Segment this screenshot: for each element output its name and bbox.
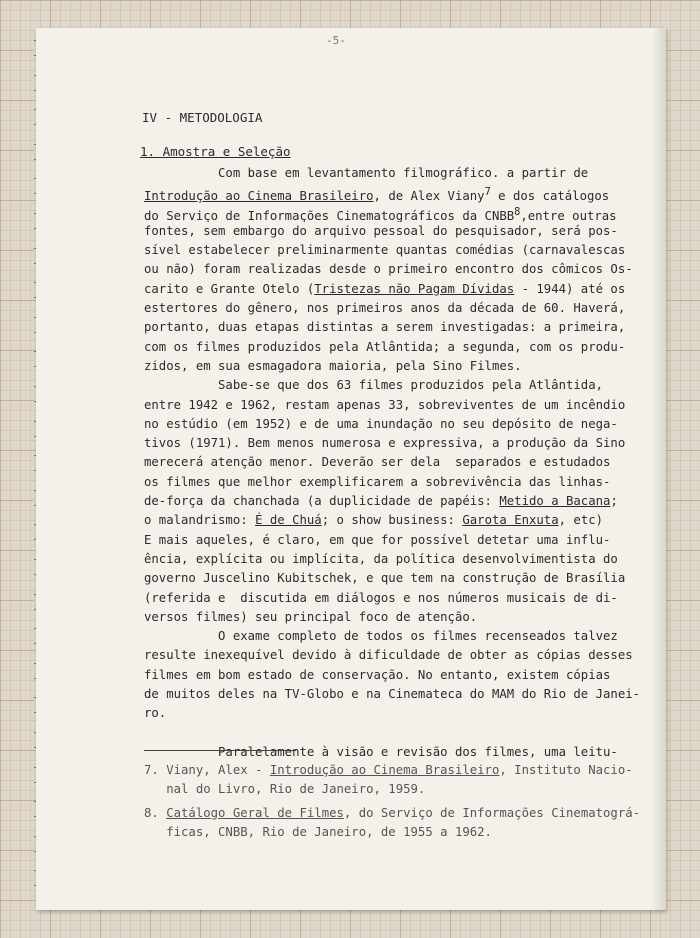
body-text bbox=[144, 164, 664, 762]
text-run: resulte inexequível devido à dificuldade de obter as cópias desses bbox=[144, 648, 633, 663]
typewritten-page bbox=[36, 28, 666, 910]
text-run: entre 1942 e 1962, restam apenas 33, sobreviventes de um incêndio bbox=[144, 397, 626, 412]
text-line bbox=[144, 704, 664, 723]
text-run: O exame completo de todos os filmes recenseados talvez bbox=[144, 629, 618, 644]
text-run: E mais aqueles, é claro, em que for possível detetar uma influ- bbox=[144, 532, 611, 547]
text-run: de muitos deles na TV-Globo e na Cinemateca do MAM do Rio de Janei- bbox=[144, 687, 641, 702]
text-run: (referida e discutida em diálogos e nos números musicais de di- bbox=[144, 590, 618, 605]
text-run: filmes em bom estado de conservação. No entanto, existem cópias bbox=[144, 667, 611, 682]
text-line bbox=[144, 280, 664, 299]
paragraph bbox=[144, 627, 664, 723]
text-line bbox=[144, 222, 664, 241]
text-run: fontes, sem embargo do arquivo pessoal do pesquisador, será pos- bbox=[144, 223, 618, 238]
text-run: ro. bbox=[144, 706, 167, 721]
text-run: Catálogo Geral de Filmes bbox=[166, 805, 344, 820]
text-line bbox=[144, 241, 664, 260]
text-run: do Serviço de Informações Cinematográficos da CNBB bbox=[144, 208, 515, 222]
text-line bbox=[144, 589, 664, 608]
text-line bbox=[144, 203, 664, 222]
text-run: Metido a Bacana bbox=[499, 494, 611, 509]
text-run: tivos (1971). Bem menos numerosa e expressiva, a produção da Sino bbox=[144, 436, 626, 451]
text-run: estertores do gênero, nos primeiros anos da década de 60. Haverá, bbox=[144, 301, 626, 316]
text-run: Tristezas não Pagam Dívidas bbox=[314, 281, 515, 296]
text-run: merecerá atenção menor. Deverão ser dela separados e estudados bbox=[144, 455, 611, 470]
text-line bbox=[144, 164, 664, 183]
text-line bbox=[144, 415, 664, 434]
text-line bbox=[144, 743, 664, 762]
text-run: Com base em levantamento filmográfico. a partir de bbox=[144, 166, 589, 180]
text-run: Introdução ao Cinema Brasileiro bbox=[144, 189, 374, 203]
text-run: 7. Viany, Alex - bbox=[144, 763, 270, 777]
text-run: ficas, CNBB, Rio de Janeiro, de 1955 a 1962. bbox=[144, 824, 492, 839]
text-run: ência, explícita ou implícita, da política desenvolvimentista do bbox=[144, 551, 618, 566]
text-line bbox=[144, 376, 664, 395]
text-run: ; bbox=[610, 494, 618, 509]
subsection-heading: 1. Amostra e Seleção bbox=[140, 144, 291, 159]
text-line bbox=[144, 608, 664, 627]
text-run: os filmes que melhor exemplificarem a sobrevivência das linhas- bbox=[144, 474, 611, 489]
text-line bbox=[144, 804, 664, 823]
text-run: nal do Livro, Rio de Janeiro, 1959. bbox=[144, 782, 426, 797]
text-run: , etc) bbox=[558, 513, 604, 528]
text-line bbox=[144, 646, 664, 665]
text-line bbox=[144, 183, 664, 202]
paragraph bbox=[144, 376, 664, 627]
paragraph bbox=[144, 724, 664, 763]
text-line bbox=[144, 685, 664, 704]
text-line bbox=[144, 299, 664, 318]
text-run: , Instituto Nacio- bbox=[499, 763, 633, 777]
text-line bbox=[144, 823, 664, 842]
text-run: , do Serviço de Informações Cinematográ- bbox=[343, 805, 641, 820]
text-line bbox=[144, 318, 664, 337]
text-run: o malandrismo: bbox=[144, 513, 256, 528]
text-line bbox=[144, 260, 664, 279]
text-run: com os filmes produzidos pela Atlântida; a segunda, com os produ- bbox=[144, 339, 626, 354]
footnote-divider bbox=[144, 750, 296, 751]
footnotes bbox=[144, 761, 664, 846]
text-line bbox=[144, 780, 664, 799]
text-line bbox=[144, 627, 664, 646]
footnote-marker: 8 bbox=[514, 205, 521, 218]
page-number: -5- bbox=[326, 34, 346, 47]
text-line bbox=[144, 357, 664, 376]
text-run: no estúdio (em 1952) e de uma inundação no seu depósito de nega- bbox=[144, 416, 618, 431]
text-run: sível estabelecer preliminarmente quantas comédias (carnavalescas bbox=[144, 243, 626, 258]
text-run: de-força da chanchada (a duplicidade de papéis: bbox=[144, 494, 500, 509]
footnote bbox=[144, 804, 664, 843]
text-line bbox=[144, 434, 664, 453]
text-run: - 1944) até os bbox=[514, 281, 626, 296]
paragraph bbox=[144, 164, 664, 376]
text-run: versos filmes) seu principal foco de atenção. bbox=[144, 609, 478, 624]
text-run: 8. bbox=[144, 805, 167, 820]
text-run: É de Chuá bbox=[255, 513, 322, 528]
text-run: carito e Grante Otelo ( bbox=[144, 281, 315, 296]
text-line bbox=[144, 492, 664, 511]
text-run: zidos, em sua esmagadora maioria, pela Sino Filmes. bbox=[144, 358, 522, 373]
text-line bbox=[144, 396, 664, 415]
text-line bbox=[144, 338, 664, 357]
text-line bbox=[144, 511, 664, 530]
text-line bbox=[144, 761, 664, 780]
text-run: e dos catálogos bbox=[490, 189, 610, 203]
text-line bbox=[144, 453, 664, 472]
text-line bbox=[144, 550, 664, 569]
text-run: , de Alex Viany bbox=[373, 189, 485, 203]
text-run: ou não) foram realizadas desde o primeiro encontro dos cômicos Os- bbox=[144, 262, 633, 277]
text-line bbox=[144, 569, 664, 588]
text-run: ; o show business: bbox=[321, 513, 463, 528]
text-run: ,entre outras bbox=[520, 208, 617, 222]
text-run: Garota Enxuta bbox=[462, 513, 559, 528]
footnote-marker: 7 bbox=[484, 186, 491, 199]
section-heading: IV - METODOLOGIA bbox=[142, 110, 263, 125]
text-run: governo Juscelino Kubitschek, e que tem na construção de Brasília bbox=[144, 571, 626, 586]
text-line bbox=[144, 666, 664, 685]
footnote bbox=[144, 761, 664, 800]
text-run: Sabe-se que dos 63 filmes produzidos pela Atlântida, bbox=[144, 378, 604, 393]
text-line bbox=[144, 473, 664, 492]
text-run: portanto, duas etapas distintas a serem investigadas: a primeira, bbox=[144, 320, 626, 335]
text-line bbox=[144, 724, 664, 743]
text-run: Introdução ao Cinema Brasileiro bbox=[269, 763, 500, 777]
text-line bbox=[144, 531, 664, 550]
text-run: Paralelamente à visão e revisão dos filmes, uma leitu- bbox=[144, 744, 618, 759]
